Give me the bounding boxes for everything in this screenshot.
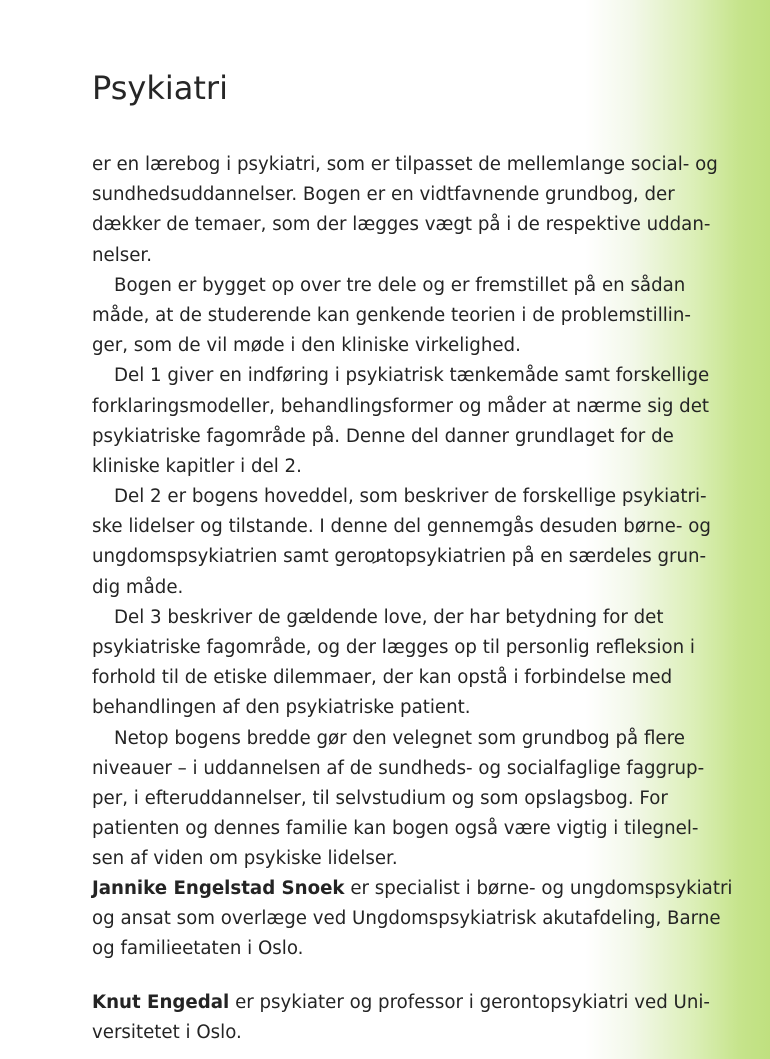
paragraph-structure: [92, 271, 752, 362]
author-bios: [92, 874, 752, 1048]
text-line: per, i efteruddannelser, til selvstudium og som opslagsbog. For: [92, 787, 668, 809]
pen-mark-icon: [372, 556, 386, 564]
paragraph-part-1: [92, 361, 752, 482]
text-line: forhold til de etiske dilemmaer, der kan opstå i forbindelse med: [92, 667, 673, 689]
text-line: sundhedsuddannelser. Bogen er en vidtfavnende grundbog, der: [92, 184, 675, 206]
author-description: versitetet i Oslo.: [92, 1021, 242, 1043]
text-line: patienten og dennes familie kan bogen også være vigtig i tilegnel-: [92, 818, 699, 840]
author-description: er specialist i børne- og ungdomspsykiatri: [344, 878, 733, 899]
text-line: niveauer – i uddannelsen af de sundheds- og socialfaglige faggrup-: [92, 757, 705, 779]
text-line: Del 1 giver en indføring i psykiatrisk tænkemåde samt forskellige: [114, 365, 710, 387]
text-line: kliniske kapitler i del 2.: [92, 455, 302, 477]
text-line: er en lærebog i psykiatri, som er tilpasset de mellemlange social- og: [92, 154, 718, 175]
author-description: og familieetaten i Oslo.: [92, 938, 304, 960]
author-bio: [92, 874, 752, 965]
text-line: dig måde.: [92, 576, 184, 598]
text-line: Del 3 beskriver de gældende love, der har betydning for det: [114, 606, 664, 628]
text-line: måde, at de studerende kan genkende teorien i de problemstillin-: [92, 304, 691, 326]
text-line: ske lidelser og tilstande. I denne del gennemgås desuden børne- og: [92, 516, 711, 538]
text-line: sen af viden om psykiske lidelser.: [92, 848, 398, 870]
text-line: behandlingen af den psykiatriske patient.: [92, 697, 471, 719]
description-text: [92, 150, 752, 875]
paragraph-part-3: [92, 603, 752, 724]
text-line: Bogen er bygget op over tre dele og er fremstillet på en sådan: [114, 274, 686, 296]
text-line: nelser.: [92, 244, 153, 266]
author-description: er psykiater og professor i gerontopsykiatri ved Uni-: [229, 991, 710, 1013]
author-bio: [92, 988, 752, 1048]
paragraph-intro: [92, 150, 752, 271]
text-line: Del 2 er bogens hoveddel, som beskriver de forskellige psykiatri-: [114, 486, 707, 508]
text-line: Netop bogens bredde gør den velegnet som grundbog på flere: [114, 727, 685, 749]
text-line: ungdomspsykiatrien samt gerontopsykiatrien på en særdeles grun-: [92, 546, 707, 568]
text-line: dækker de temaer, som der lægges vægt på i de respektive uddan-: [92, 214, 711, 236]
paragraph-part-2: [92, 482, 752, 603]
page-title: Psykiatri: [92, 69, 228, 107]
text-line: psykiatriske fagområde, og der lægges op til personlig refleksion i: [92, 637, 695, 658]
text-line: psykiatriske fagområde på. Denne del danner grundlaget for de: [92, 425, 674, 447]
text-line: forklaringsmodeller, behandlingsformer og måder at nærme sig det: [92, 395, 710, 417]
author-name: Knut Engedal: [92, 991, 230, 1013]
author-description: og ansat som overlæge ved Ungdomspsykiatrisk akutafdeling, Barne: [92, 908, 721, 930]
author-name: Jannike Engelstad Snoek: [92, 878, 345, 899]
paragraph-audience: [92, 724, 752, 875]
text-line: ger, som de vil møde i den kliniske virkelighed.: [92, 335, 521, 357]
